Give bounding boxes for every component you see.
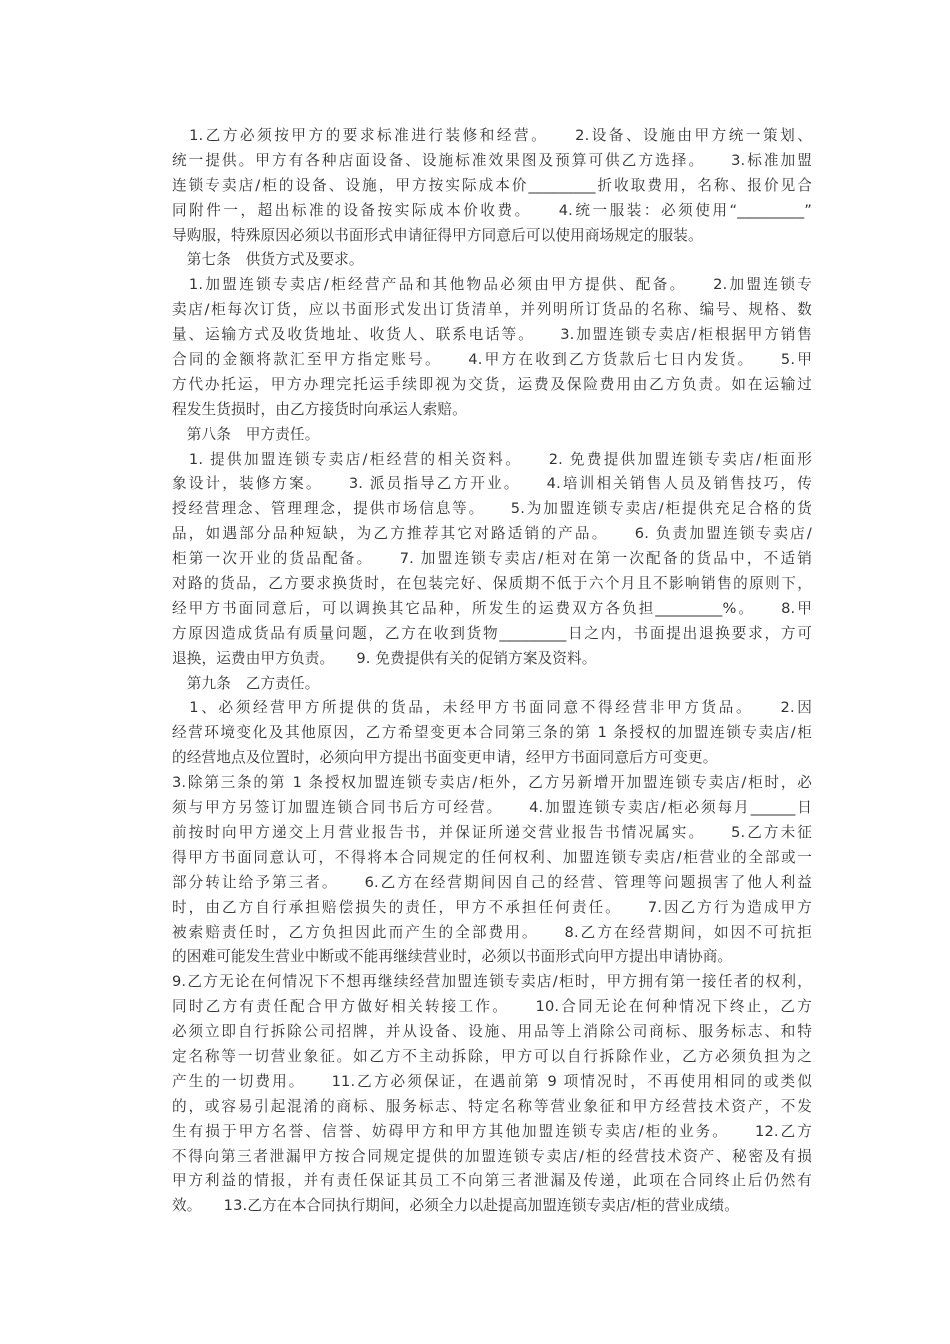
text-line: 对路的货品，乙方要求换货时，在包装完好、保质期不低于六个月且不影响销售的原则下， — [172, 575, 812, 593]
text-line: 的经营地点及位置时，必须向甲方提出书面变更申请，经甲方书面同意后方可变更。 — [172, 749, 718, 767]
text-line: 同附件一，超出标准的设备按实际成本价收费。 4.统一服装：必须使用“_________” — [172, 201, 812, 219]
text-line: 被索赔责任时，乙方负担因此而产生的全部费用。 8.乙方在经营期间，如因不可抗拒 — [172, 923, 812, 941]
text-line: 1、必须经营甲方所提供的货品，未经甲方书面同意不得经营非甲方货品。 2.因 — [172, 699, 812, 717]
text-line: 1.乙方必须按甲方的要求标准进行装修和经营。 2.设备、设施由甲方统一策划、 — [172, 127, 812, 144]
text-line: 连锁专卖店/柜的设备、设施，甲方按实际成本价_________折收取费用，名称、报价见合 — [172, 176, 812, 194]
text-line: 1. 提供加盟连锁专卖店/柜经营的相关资料。 2. 免费提供加盟连锁专卖店/柜面形 — [172, 450, 812, 468]
text-line: 统一提供。甲方有各种店面设备、设施标准效果图及预算可供乙方选择。 3.标准加盟 — [172, 151, 812, 169]
text-line: 经营环境变化及其他原因，乙方希望变更本合同第三条的第 1 条授权的加盟连锁专卖店/柜 — [172, 724, 812, 742]
text-line: 量、运输方式及收货地址、收货人、联系电话等。 3.加盟连锁专卖店/柜根据甲方销售 — [172, 326, 812, 344]
text-line: 须与甲方另签订加盟连锁合同书后方可经营。 4.加盟连锁专卖店/柜必须每月______日 — [172, 799, 812, 817]
text-line: 经甲方书面同意后，可以调换其它品种，所发生的运费双方各负担_________%。 8.甲 — [172, 599, 812, 617]
text-line: 产生的一切费用。 11.乙方必须保证，在遇前第 9 项情况时，不再使用相同的或类似 — [172, 1072, 812, 1090]
text-line: 第七条 供货方式及要求。 — [172, 251, 364, 269]
text-line: 1.加盟连锁专卖店/柜经营产品和其他物品必须由甲方提供、配备。 2.加盟连锁专 — [172, 276, 812, 294]
text-line: 9.乙方无论在何情况下不想再继续经营加盟连锁专卖店/柜时，甲方拥有第一接任者的权利， — [172, 973, 812, 991]
text-line: 生有损于甲方名誉、信誉、妨碍甲方和甲方其他加盟连锁专卖店/柜的业务。 12.乙方 — [172, 1122, 812, 1140]
text-line: 甲方利益的情报，并有责任保证其员工不向第三者泄漏及传递，此项在合同终止后仍然有 — [172, 1172, 812, 1190]
text-line: 时，由乙方自行承担赔偿损失的责任，甲方不承担任何责任。 7.因乙方行为造成甲方 — [172, 898, 812, 916]
text-line: 3.除第三条的第 1 条授权加盟连锁专卖店/柜外，乙方另新增开加盟连锁专卖店/柜时，必 — [172, 774, 812, 792]
text-line: 的，或容易引起混淆的商标、服务标志、特定名称等营业象征和甲方经营技术资产，不发 — [172, 1097, 812, 1115]
text-line: 方代办托运，甲方办理完托运手续即视为交货，运费及保险费用由乙方负责。如在运输过 — [172, 375, 812, 393]
text-line: 授经营理念、管理理念，提供市场信息等。 5.为加盟连锁专卖店/柜提供充足合格的货 — [172, 500, 812, 518]
text-line: 得甲方书面同意认可，不得将本合同规定的任何权利、加盟连锁专卖店/柜营业的全部或一 — [172, 848, 812, 866]
text-line: 程发生货损时，由乙方接货时向承运人索赔。 — [172, 400, 467, 418]
text-line: 不得向第三者泄漏甲方按合同规定提供的加盟连锁专卖店/柜的经营技术资产、秘密及有损 — [172, 1147, 812, 1165]
text-line: 必须立即自行拆除公司招牌，并从设备、设施、用品等上消除公司商标、服务标志、和特 — [172, 1023, 812, 1041]
text-line: 效。 13.乙方在本合同执行期间，必须全力以赴提高加盟连锁专卖店/柜的营业成绩。 — [172, 1197, 739, 1215]
text-line: 部分转让给予第三者。 6.乙方在经营期间因自己的经营、管理等问题损害了他人利益 — [172, 873, 812, 891]
contract-body — [172, 124, 812, 1219]
text-line: 方原因造成货品有质量问题，乙方在收到货物_________日之内，书面提出退换要求，方可 — [172, 624, 812, 642]
text-line: 第九条 乙方责任。 — [172, 674, 320, 692]
text-line: 品，如遇部分品种短缺，为乙方推荐其它对路适销的产品。 6. 负责加盟连锁专卖店/ — [172, 525, 812, 543]
text-line: 第八条 甲方责任。 — [172, 425, 320, 443]
text-line: 柜第一次开业的货品配备。 7. 加盟连锁专卖店/柜对在第一次配备的货品中，不适销 — [172, 550, 812, 568]
text-line: 卖店/柜每次订货，应以书面形式发出订货清单，并列明所订货品的名称、编号、规格、数 — [172, 301, 812, 319]
text-line: 合同的金额将款汇至甲方指定账号。 4.甲方在收到乙方货款后七日内发货。 5.甲 — [172, 351, 812, 369]
text-line: 前按时向甲方递交上月营业报告书，并保证所递交营业报告书情况属实。 5.乙方未征 — [172, 823, 812, 841]
text-line: 退换，运费由甲方负责。 9. 免费提供有关的促销方案及资料。 — [172, 649, 597, 667]
text-line: 同时乙方有责任配合甲方做好相关转接工作。 10.合同无论在何种情况下终止，乙方 — [172, 998, 812, 1016]
text-line: 定名称等一切营业象征。如乙方不主动拆除，甲方可以自行拆除作业，乙方必须负担为之 — [172, 1047, 812, 1065]
text-line: 导购服，特殊原因必须以书面形式申请征得甲方同意后可以使用商场规定的服装。 — [172, 226, 703, 244]
text-line: 象设计，装修方案。 3. 派员指导乙方开业。 4.培训相关销售人员及销售技巧，传 — [172, 475, 812, 493]
text-line: 的困难可能发生营业中断或不能再继续营业时，必须以书面形式向甲方提出申请协商。 — [172, 948, 733, 966]
